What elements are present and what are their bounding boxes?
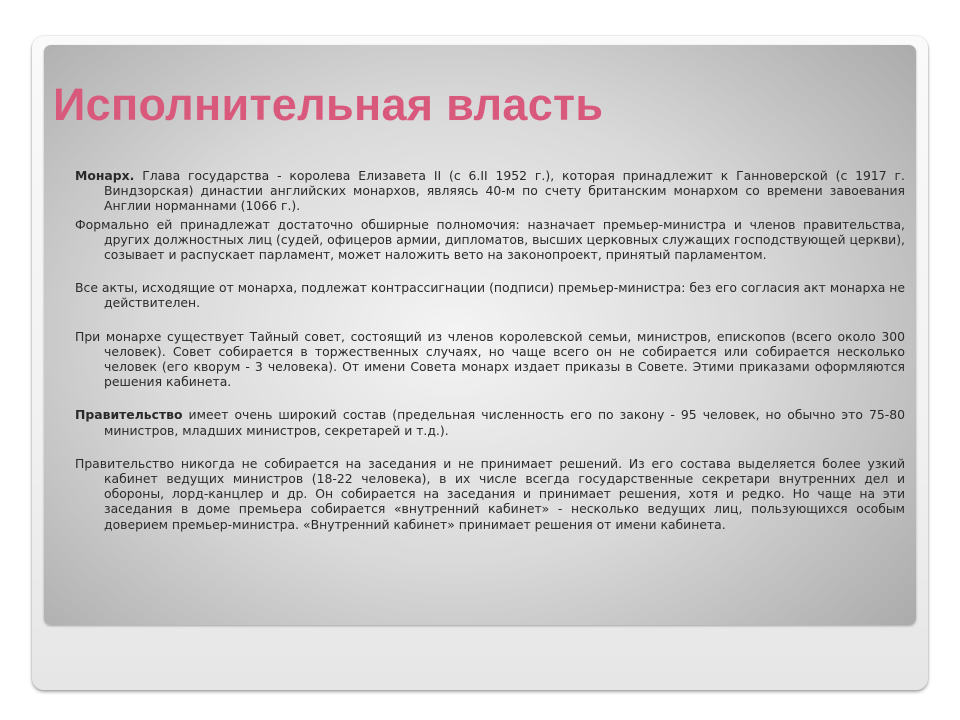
paragraph-text-privy-council: При монархе существует Тайный совет, состоящий из членов королевской семьи, министров, епископов (всего около 300 человек). Совет собирается в торжественных случаях, но чаще всего он не собирается или собирается несколько человек (его кворум - 3 человека). От имени Совета монарх издает приказы в Совете. Этими приказами оформляются решения кабинета.	[75, 328, 905, 390]
paragraph-lead-government: Правительство	[75, 407, 183, 423]
slide-body	[75, 168, 905, 532]
paragraph-lead-monarch: Монарх.	[75, 168, 135, 183]
paragraph-countersignature	[75, 280, 905, 310]
paragraph-monarch	[75, 168, 905, 214]
paragraph-text-countersignature: Все акты, исходящие от монарха, подлежат контрассигнации (подписи) премьер-министра: без его согласия акт монарха не действителен.	[75, 280, 905, 311]
paragraph-text-monarch: Глава государства - королева Елизавета II (с 6.II 1952 г.), которая принадлежит к Ганноверской (с 1917 г. Виндзорская) династии английских монархов, являясь 40-м по счету британским монархом со времени завоевания Англии норманнами (1066 г.).	[104, 168, 905, 214]
paragraph-text-cabinet: Правительство никогда не собирается на заседания и не принимает решений. Из его состава выделяется более узкий кабинет ведущих министров (18-22 человека), в их числе всегда государственные секретари внутренних дел и обороны, лорд-канцлер и др. Он собирается на заседания и принимает решения, хотя и редко. Но чаще на эти заседания в доме премьера собирается «внутренний кабинет» - несколько ведущих лиц, пользующихся особым доверием премьер-министра. «Внутренний кабинет» принимает решения от имени кабинета.	[75, 455, 905, 532]
paragraph-cabinet	[75, 456, 905, 532]
paragraph-privy-council	[75, 329, 905, 390]
slide-panel	[44, 45, 916, 625]
paragraph-government	[75, 407, 905, 437]
paragraph-powers	[75, 217, 905, 263]
paragraph-text-government: имеет очень широкий состав (предельная численность его по закону - 95 человек, но обычно это 75-80 министров, младших министров, секретарей и т.д.).	[104, 407, 905, 438]
paragraph-text-powers: Формально ей принадлежат достаточно обширные полномочия: назначает премьер-министра и членов правительства, других должностных лиц (судей, офицеров армии, дипломатов, высших церковных служащих господствующей церкви), созывает и распускает парламент, может наложить вето на законопроект, принятый парламентом.	[75, 216, 905, 263]
slide-title: Исполнительная власть	[53, 79, 604, 130]
